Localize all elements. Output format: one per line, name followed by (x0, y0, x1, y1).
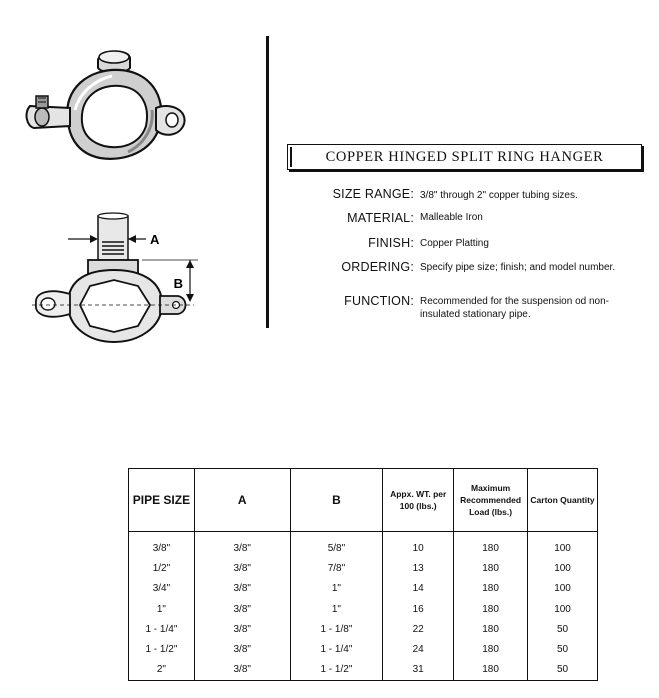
weight-cell: 10 (383, 532, 454, 559)
carton-qty-cell: 50 (528, 639, 598, 659)
spec-value: Copper Platting (420, 238, 489, 249)
header-weight: Appx. WT. per 100 (lbs.) (383, 469, 454, 532)
a-cell: 3/8" (194, 579, 290, 599)
vertical-divider (266, 36, 269, 328)
spec-value: Malleable Iron (420, 212, 483, 223)
table-row (129, 639, 598, 659)
weight-cell: 31 (383, 660, 454, 681)
pipe-size-cell: 3/8" (129, 532, 195, 559)
spec-label: MATERIAL: (347, 211, 414, 225)
weight-cell: 24 (383, 639, 454, 659)
carton-qty-cell: 50 (528, 660, 598, 681)
product-title: COPPER HINGED SPLIT RING HANGER (325, 148, 604, 165)
a-cell: 3/8" (194, 532, 290, 559)
b-cell: 5/8" (290, 532, 383, 559)
header-carton-qty: Carton Quantity (528, 469, 598, 532)
max-load-cell: 180 (454, 599, 528, 619)
spec-value: Specify pipe size; finish; and model number. (420, 262, 616, 273)
table-row (129, 532, 598, 559)
table-row (129, 619, 598, 639)
table-row (129, 579, 598, 599)
b-cell: 1" (290, 579, 383, 599)
specifications-table (128, 468, 598, 681)
spec-label: SIZE RANGE: (332, 187, 414, 201)
hanger-dimension-drawing (28, 212, 218, 362)
weight-cell: 14 (383, 579, 454, 599)
max-load-cell: 180 (454, 639, 528, 659)
table-row (129, 558, 598, 578)
pipe-size-cell: 2" (129, 660, 195, 681)
a-cell: 3/8" (194, 558, 290, 578)
spec-value: 3/8" through 2" copper tubing sizes. (420, 190, 578, 201)
pipe-size-cell: 1 - 1/4" (129, 619, 195, 639)
hanger-perspective-illustration (20, 40, 190, 170)
carton-qty-cell: 100 (528, 532, 598, 559)
a-cell: 3/8" (194, 639, 290, 659)
max-load-cell: 180 (454, 660, 528, 681)
max-load-cell: 180 (454, 619, 528, 639)
max-load-cell: 180 (454, 532, 528, 559)
b-cell: 1 - 1/8" (290, 619, 383, 639)
max-load-cell: 180 (454, 558, 528, 578)
weight-cell: 13 (383, 558, 454, 578)
carton-qty-cell: 100 (528, 599, 598, 619)
header-pipe-size: PIPE SIZE (129, 469, 195, 532)
b-cell: 1 - 1/2" (290, 660, 383, 681)
spec-label: FINISH: (368, 236, 414, 250)
header-b: B (290, 469, 383, 532)
spec-value: Recommended for the suspension od non-insulated stationary pipe. (420, 296, 610, 320)
table-header-row (129, 469, 598, 532)
weight-cell: 16 (383, 599, 454, 619)
pipe-size-cell: 1 - 1/2" (129, 639, 195, 659)
spec-label: FUNCTION: (344, 294, 414, 308)
a-cell: 3/8" (194, 619, 290, 639)
dimension-a-label: A (150, 232, 160, 247)
header-max-load: Maximum Recommended Load (lbs.) (454, 469, 528, 532)
carton-qty-cell: 50 (528, 619, 598, 639)
spec-label: ORDERING: (341, 260, 414, 274)
carton-qty-cell: 100 (528, 558, 598, 578)
table-row (129, 599, 598, 619)
carton-qty-cell: 100 (528, 579, 598, 599)
product-title-box (287, 144, 642, 170)
dimension-b-label: B (173, 276, 183, 291)
max-load-cell: 180 (454, 579, 528, 599)
pipe-size-cell: 3/4" (129, 579, 195, 599)
b-cell: 7/8" (290, 558, 383, 578)
pipe-size-cell: 1" (129, 599, 195, 619)
a-cell: 3/8" (194, 599, 290, 619)
b-cell: 1 - 1/4" (290, 639, 383, 659)
pipe-size-cell: 1/2" (129, 558, 195, 578)
a-cell: 3/8" (194, 660, 290, 681)
table-row (129, 660, 598, 681)
weight-cell: 22 (383, 619, 454, 639)
b-cell: 1" (290, 599, 383, 619)
header-a: A (194, 469, 290, 532)
